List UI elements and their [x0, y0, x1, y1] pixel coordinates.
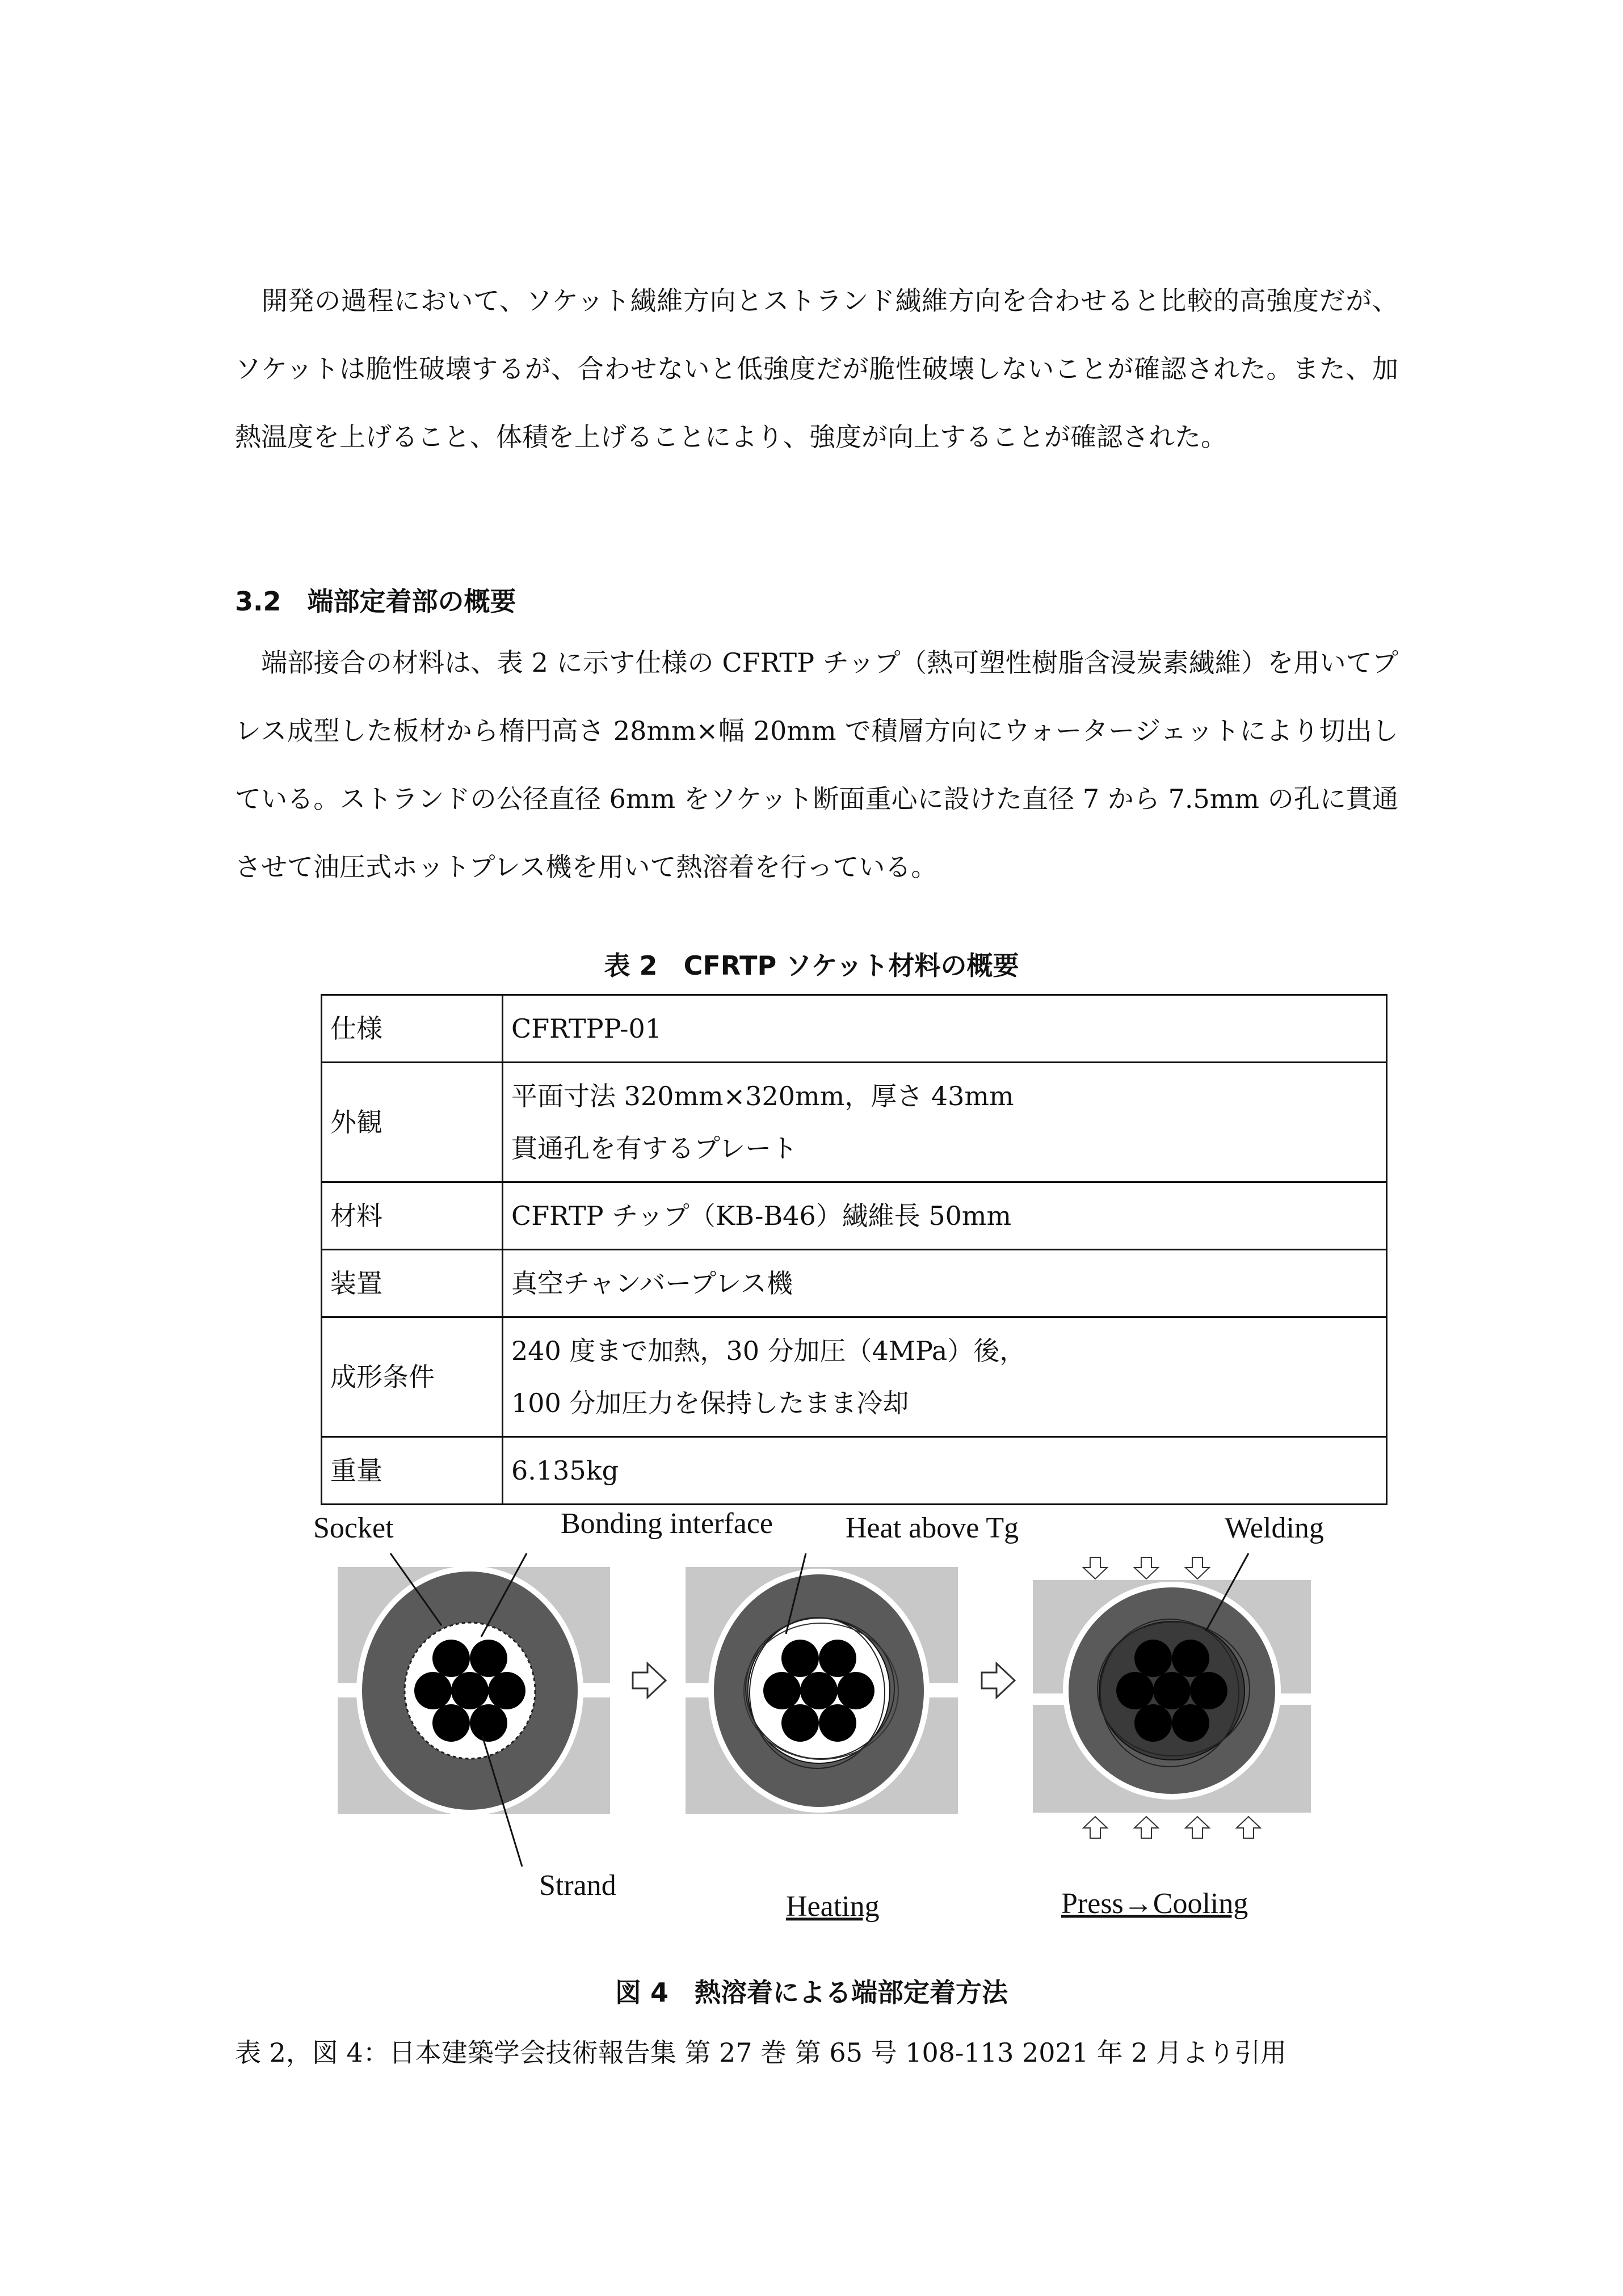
row-key: 外観 [322, 1063, 503, 1182]
panel-heating [686, 1553, 958, 1814]
fusion-process-figure [306, 1503, 1396, 1929]
label-welding: Welding [1225, 1512, 1324, 1544]
press-up-arrow-icon [1134, 1817, 1158, 1838]
press-down-arrow-icon [1134, 1557, 1158, 1579]
table-row [322, 1437, 1387, 1505]
arrow-right-icon [982, 1663, 1015, 1697]
table-row [322, 1317, 1387, 1437]
table-row [322, 1063, 1387, 1182]
row-value: CFRTPP-01 [503, 995, 1387, 1063]
press-up-arrow-icon [1185, 1817, 1209, 1838]
row-value: 6.135kg [503, 1437, 1387, 1505]
table-caption: 表 2 CFRTP ソケット材料の概要 [604, 950, 1019, 981]
label-heat-above-tg: Heat above Tg [846, 1512, 1019, 1544]
figure-caption: 図 4 熱溶着による端部定着方法 [615, 1977, 1008, 2008]
press-up-arrow-icon [1237, 1817, 1260, 1838]
press-up-arrow-icon [1083, 1817, 1107, 1838]
row-key: 重量 [322, 1437, 503, 1505]
arrow-right-icon [633, 1663, 666, 1697]
section-paragraph: 端部接合の材料は、表 2 に示す仕様の CFRTP チップ（熱可塑性樹脂含浸炭素繊維）を用いてプレス成型した板材から楕円高さ 28mm×幅 20mm で積層方向にウォータージェットにより切出している。ストランドの公径直径 6mm をソケット断面重心に設けた直径 7 から 7.5mm の孔に貫通させて油圧式ホットプレス機を用いて熱溶着を行っている。 [235, 647, 1398, 882]
label-heating: Heating [786, 1890, 880, 1923]
intro-paragraph: 開発の過程において、ソケット繊維方向とストランド繊維方向を合わせると比較的高強度だが、ソケットは脆性破壊するが、合わせないと低強度だが脆性破壊しないことが確認された。また、加熱温度を上げること、体積を上げることにより、強度が向上することが確認された。 [235, 285, 1398, 452]
label-bonding-interface: Bonding interface [561, 1507, 773, 1540]
row-key: 成形条件 [322, 1317, 503, 1437]
row-key: 材料 [322, 1182, 503, 1250]
label-press-cooling: Press→Cooling [1061, 1888, 1248, 1920]
row-key: 装置 [322, 1250, 503, 1317]
row-value: 真空チャンバープレス機 [503, 1250, 1387, 1317]
row-key: 仕様 [322, 995, 503, 1063]
label-socket: Socket [313, 1512, 394, 1544]
panel-press-cooling [1033, 1553, 1311, 1838]
row-value: CFRTP チップ（KB-B46）繊維長 50mm [503, 1182, 1387, 1250]
table-row [322, 995, 1387, 1063]
table-row [322, 1182, 1387, 1250]
label-strand: Strand [539, 1869, 616, 1902]
press-down-arrow-icon [1083, 1557, 1107, 1579]
press-down-arrow-icon [1185, 1557, 1209, 1579]
source-note: 表 2，図 4：日本建築学会技術報告集 第 27 巻 第 65 号 108-113 2021 年 2 月より引用 [235, 2037, 1287, 2068]
panel-initial [338, 1553, 610, 1867]
spec-table [321, 994, 1387, 1505]
row-value: 平面寸法 320mm×320mm，厚さ 43mm 貫通孔を有するプレート [503, 1063, 1387, 1182]
table-row [322, 1250, 1387, 1317]
row-value: 240 度まで加熱，30 分加圧（4MPa）後， 100 分加圧力を保持したまま冷却 [503, 1317, 1387, 1437]
section-heading: 3.2 端部定着部の概要 [235, 586, 516, 617]
